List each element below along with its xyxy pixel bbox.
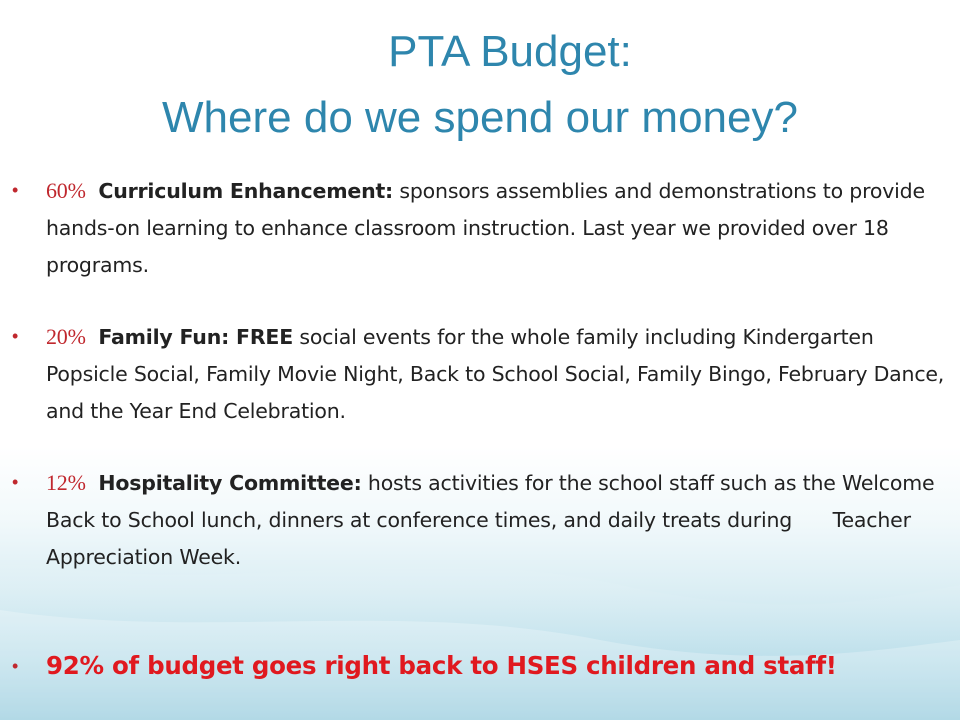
budget-item-heading: Hospitality Committee: [98, 471, 362, 495]
budget-item-text [46, 464, 951, 576]
slide-title-line-1: PTA Budget: [388, 27, 632, 76]
slide-title-line-2: Where do we spend our money? [162, 93, 798, 142]
budget-item-heading: Curriculum Enhancement: [98, 179, 394, 203]
budget-summary-text: 92% of budget goes right back to HSES children and staff! [46, 651, 837, 680]
budget-item-description: hosts activities for the school staff such as the Welcome Back to School lunch, dinners at conference times, and daily treats during Teacher Appreciation Week. [46, 471, 935, 569]
budget-item-description: sponsors assemblies and demonstrations to provide hands-on learning to enhance classroom instruction. Last year we provided over 18 programs. [46, 179, 925, 277]
bullet-icon: • [12, 656, 19, 676]
budget-percent: 12% [46, 470, 86, 495]
bullet-icon: • [12, 326, 19, 346]
budget-item-description: social events for the whole family including Kindergarten Popsicle Social, Family Movie Night, Back to School Social, Family Bingo, February Dance, and the Year End Celebration. [46, 325, 945, 423]
bullet-icon: • [12, 472, 19, 492]
budget-item-heading: Family Fun: FREE [98, 325, 294, 349]
budget-percent: 20% [46, 324, 86, 349]
budget-item-text [46, 318, 951, 430]
bullet-icon: • [12, 180, 19, 200]
budget-percent: 60% [46, 178, 86, 203]
budget-item-text [46, 172, 951, 284]
